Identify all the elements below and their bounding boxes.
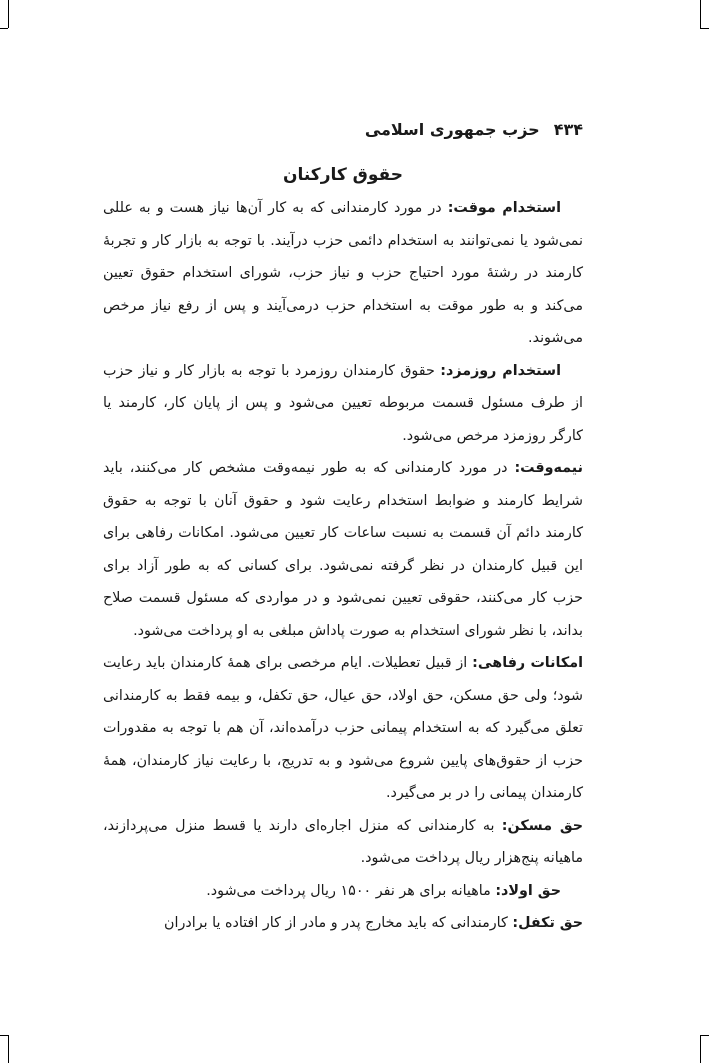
term-child-allowance: حق اولاد:: [495, 882, 561, 899]
paragraph-text: از قبیل تعطیلات. ایام مرخصی برای همهٔ کارمندان باید رعایت شود؛ ولی حق مسکن، حق اولاد، حق عیال، حق تکفل، و بیمه فقط به کارمندانی تعلق می‌گیرد که به استخدام پیمانی حزب درآمده‌اند، آن هم با توجه به مقدورات حزب از حقوق‌های پایین شروع می‌شود و به تدریج، با رعایت نیاز کارمندان، همهٔ کارمندان پیمانی را در بر می‌گیرد.: [103, 655, 583, 801]
crop-mark-bottom-left-vertical: [8, 1035, 9, 1063]
paragraph-daily-employment: [103, 355, 583, 453]
section-title: حقوق کارکنان: [282, 165, 404, 185]
book-title: حزب جمهوری اسلامی: [364, 120, 540, 139]
paragraph-housing-allowance: [103, 810, 583, 875]
term-daily-employment: استخدام روزمزد:: [440, 362, 561, 379]
paragraph-text: به کارمندانی که منزل اجاره‌ای دارند یا قسط منزل می‌پردازند، ماهیانه پنج‌هزار ریال پرداخت می‌شود.: [103, 817, 583, 866]
crop-mark-bottom-left-horizontal: [0, 1035, 8, 1036]
paragraph-text: در مورد کارمندانی که به کار آن‌ها نیاز هست و به عللی نمی‌شود یا نمی‌توانند به استخدام دائمی حزب درآیند. با توجه به بازار کار و تجربهٔ کارمند در رشتهٔ مورد احتیاج حزب و نیاز حزب، شورای استخدام حقوق تعیین می‌کند و به طور موقت به استخدام حزب درمی‌آیند و پس از رفع نیاز مرخص می‌شوند.: [103, 200, 583, 346]
paragraph-text: حقوق کارمندان روزمرد با توجه به بازار کار و نیاز حزب از طرف مسئول قسمت مربوطه تعیین می‌شود و پس از پایان کار، کارمند یا کارگر روزمزد مرخص می‌شود.: [103, 362, 583, 444]
paragraph-dependency-allowance: [103, 907, 583, 940]
term-temporary-employment: استخدام موقت:: [447, 200, 561, 216]
crop-mark-top-left-vertical: [8, 0, 9, 28]
term-dependency-allowance: حق تکفل:: [512, 915, 583, 931]
paragraph-text: کارمندانی که باید مخارج پدر و مادر از کار افتاده یا برادران: [163, 915, 513, 931]
paragraph-temporary-employment: [103, 192, 583, 355]
paragraph-text: در مورد کارمندانی که به طور نیمه‌وقت مشخص کار می‌کنند، باید شرایط کارمند و ضوابط استخدام رعایت شود و حقوق آنان با توجه به حقوق کارمند دائم آن قسمت به نسبت ساعات کار تعیین می‌شود. امکانات رفاهی برای این قبیل کارمندان در نظر گرفته نمی‌شود. برای کسانی که به طور آزاد برای حزب کار می‌کنند، حقوقی تعیین نمی‌شود و در مواردی که مسئول قسمت صلاح بداند، با نظر شورای استخدام به صورت پاداش مبلغی به او پرداخت می‌شود.: [103, 460, 583, 639]
crop-mark-top-right-vertical: [700, 0, 701, 28]
paragraph-part-time: [103, 452, 583, 647]
crop-mark-bottom-right-horizontal: [700, 1035, 709, 1036]
page-number: ۴۳۴: [553, 120, 583, 139]
book-page: [103, 118, 583, 940]
term-welfare-facilities: امکانات رفاهی:: [472, 655, 583, 671]
running-header: [103, 118, 583, 142]
term-part-time: نیمه‌وقت:: [514, 460, 583, 476]
paragraph-welfare-facilities: [103, 647, 583, 810]
crop-mark-top-left-horizontal: [0, 28, 8, 29]
paragraph-child-allowance: [103, 875, 583, 908]
crop-mark-top-right-horizontal: [700, 28, 709, 29]
term-housing-allowance: حق مسکن:: [501, 817, 584, 834]
paragraph-text: ماهیانه برای هر نفر ۱۵۰۰ ریال پرداخت می‌شود.: [206, 882, 496, 899]
crop-mark-bottom-right-vertical: [700, 1035, 701, 1063]
